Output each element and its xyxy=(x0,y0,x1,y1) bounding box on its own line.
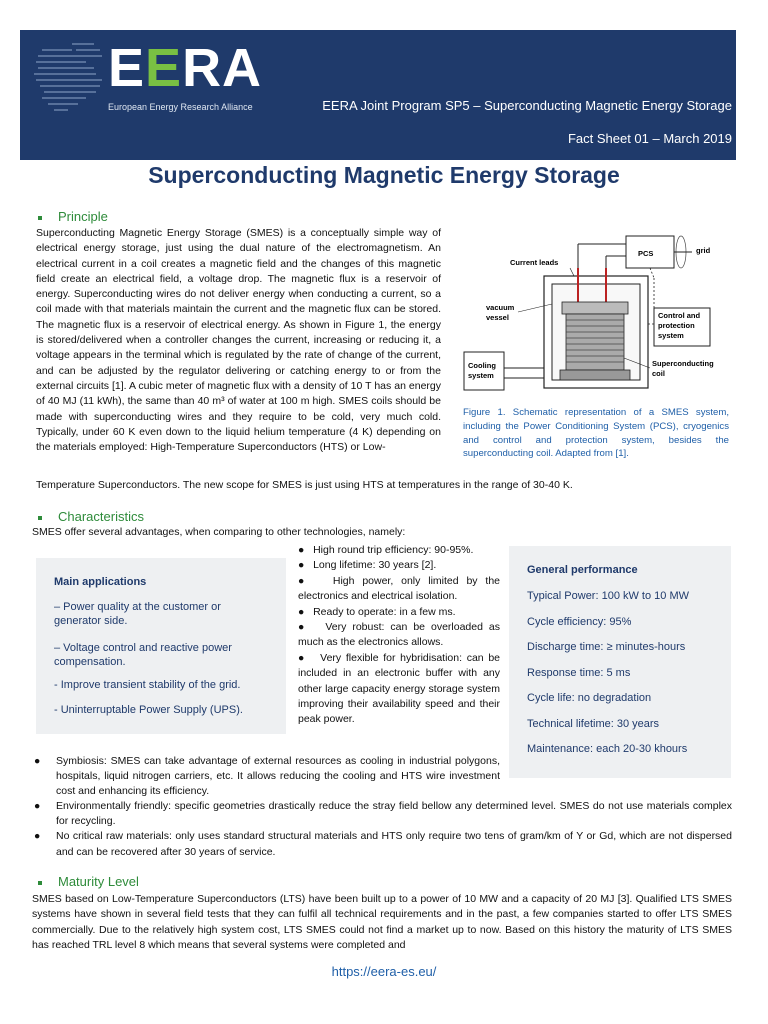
list-item: ● Ready to operate: in a few ms. xyxy=(298,605,456,618)
general-performance-title: General performance xyxy=(527,564,638,576)
svg-text:Superconducting: Superconducting xyxy=(652,359,714,368)
list-item: ● Very robust: can be overloaded as much as the electronics allows. xyxy=(298,621,500,649)
vessel-label: vessel xyxy=(486,313,509,322)
performance-item: Maintenance: each 20-30 khours xyxy=(527,743,688,755)
logo-wordmark: EERA xyxy=(108,38,263,98)
bullet-square-icon xyxy=(38,216,42,220)
svg-text:system: system xyxy=(658,331,684,340)
list-item: ● No critical raw materials: only uses standard structural materials and HTS only require two tens of gram/km of Y or Gd, which are not dispersed and can be recovered after 30 years of service. xyxy=(34,830,732,858)
main-applications-panel xyxy=(36,558,286,734)
list-item: ● Long lifetime: 30 years [2]. xyxy=(298,559,437,572)
header-banner xyxy=(20,30,736,160)
eera-logo xyxy=(32,30,264,124)
list-item: ● Symbiosis: SMES can take advantage of external resources as cooling in industrial polygons, hospitals, liquid nitrogen carriers, etc. It allows reducing the cooling and HTS wire investment cost and enhancing its efficiency. xyxy=(34,755,500,798)
general-performance-panel xyxy=(509,546,731,778)
performance-item: Cycle life: no degradation xyxy=(527,692,652,704)
main-app-item: - Uninterruptable Power Supply (UPS). xyxy=(54,704,243,716)
current-leads-label: Current leads xyxy=(510,258,559,267)
smes-schematic-diagram xyxy=(460,228,730,398)
list-item: ● Very flexible for hybridisation: can be included in an electronic buffer with any other large capacity energy storage system improving their availability speed and their peak power. xyxy=(298,651,500,726)
vacuum-label: vacuum xyxy=(486,303,515,312)
advantages-list xyxy=(298,543,500,728)
list-item: ● High power, only limited by the electronics and electrical isolation. xyxy=(298,574,501,603)
bottom-bullets xyxy=(32,799,732,860)
performance-item: Cycle efficiency: 95% xyxy=(527,616,632,628)
main-app-item: – Power quality at the customer or generator side. xyxy=(54,601,221,627)
symbiosis-bullet xyxy=(32,754,500,800)
performance-item: Response time: 5 ms xyxy=(527,667,631,679)
coil xyxy=(566,314,624,370)
main-app-item: - Improve transient stability of the grid. xyxy=(54,679,241,691)
characteristics-lead: SMES offer several advantages, when comparing to other technologies, namely: xyxy=(32,526,406,538)
factsheet-line: Fact Sheet 01 – March 2019 xyxy=(567,131,732,146)
svg-text:Cooling: Cooling xyxy=(468,361,496,370)
bullet-square-icon xyxy=(38,516,42,520)
footer-url-link[interactable]: https://eera-es.eu/ xyxy=(331,964,437,979)
pcs-label: PCS xyxy=(638,249,654,258)
svg-text:system: system xyxy=(468,371,494,380)
grid-label: grid xyxy=(696,246,711,255)
list-item: ● Environmentally friendly: specific geometries drastically reduce the stray field bellow any determined level. SMES do not use materials complex for recycling. xyxy=(34,800,732,828)
europe-map-icon xyxy=(32,36,108,116)
figure-caption: Figure 1. Schematic representation of a SMES system, including the Power Conditioning System (PCS), cryogenics and control and protection system, besides the superconducting coil. Adapted from [1]. xyxy=(463,407,729,460)
logo-subtitle: European Energy Research Alliance xyxy=(108,102,253,112)
performance-item: Discharge time: ≥ minutes-hours xyxy=(527,641,686,653)
performance-item: Typical Power: 100 kW to 10 MW xyxy=(527,590,689,602)
list-item: ● High round trip efficiency: 90-95%. xyxy=(298,544,474,556)
characteristics-heading: Characteristics xyxy=(38,509,144,524)
program-line: EERA Joint Program SP5 – Superconducting Magnetic Energy Storage xyxy=(322,98,732,113)
svg-text:protection: protection xyxy=(658,321,695,330)
page-title: Superconducting Magnetic Energy Storage xyxy=(148,162,620,188)
main-applications-title: Main applications xyxy=(54,576,147,588)
main-app-item: – Voltage control and reactive power compensation. xyxy=(54,642,232,668)
maturity-paragraph: SMES based on Low-Temperature Superconductors (LTS) have been built up to a power of 10 MW and a capacity of 20 MJ [3]. Qualified LTS SMES systems have shown in several field tests that they can fulfil all technical requirements and in the past, a few companies started to offer LTS SMES commercially. Due to the relatively high system cost, LTS SMES could not find a market up to now. Based on this history the maturity of LTS SMES has reached TRL level 8 which means that several systems were completed and xyxy=(32,893,732,951)
principle-paragraph: Superconducting Magnetic Energy Storage (SMES) is a conceptually simple way of electrical energy storage, just using the dual nature of the electromagnetism. An electrical current in a coil creates a magnetic field and the changes of this magnetic field create an electrical field, a voltage drop. The magnetic flux is a reservoir of energy. Superconducting wires do not deliver energy when conducting a current, so a coil made with that materials maintain the current and the magnetic flux can be stored. The magnetic flux is a reservoir of electrical energy. As shown in Figure 1, the energy is stored/delivered when a controller changes the current, increasing or reducing it, a voltage appears in the terminal which is regulated by the rate of change of the current, and can be adjusted by the regulator delivering or catching energy to or from the external circuits [1]. A cubic meter of magnetic flux with a density of 10 T has an energy of 40 MJ (11 kWh), the same than 40 m³ of water at 100 m high. SMES coils should be made with superconducting wires and they require to be cold, very much cold. Typically, under 60 K even down to the liquid helium temperature (4 K) depending on the materials employed: High-Temperature Superconductors (HTS) or Low- xyxy=(36,227,441,454)
principle-heading: Principle xyxy=(38,209,108,224)
svg-text:Control and: Control and xyxy=(658,311,701,320)
svg-text:coil: coil xyxy=(652,369,665,378)
bullet-square-icon xyxy=(38,881,42,885)
performance-item: Technical lifetime: 30 years xyxy=(527,718,660,730)
principle-paragraph-end: Temperature Superconductors. The new scope for SMES is just using HTS at temperatures in the range of 30-40 K. xyxy=(36,479,573,491)
maturity-heading: Maturity Level xyxy=(38,874,139,889)
